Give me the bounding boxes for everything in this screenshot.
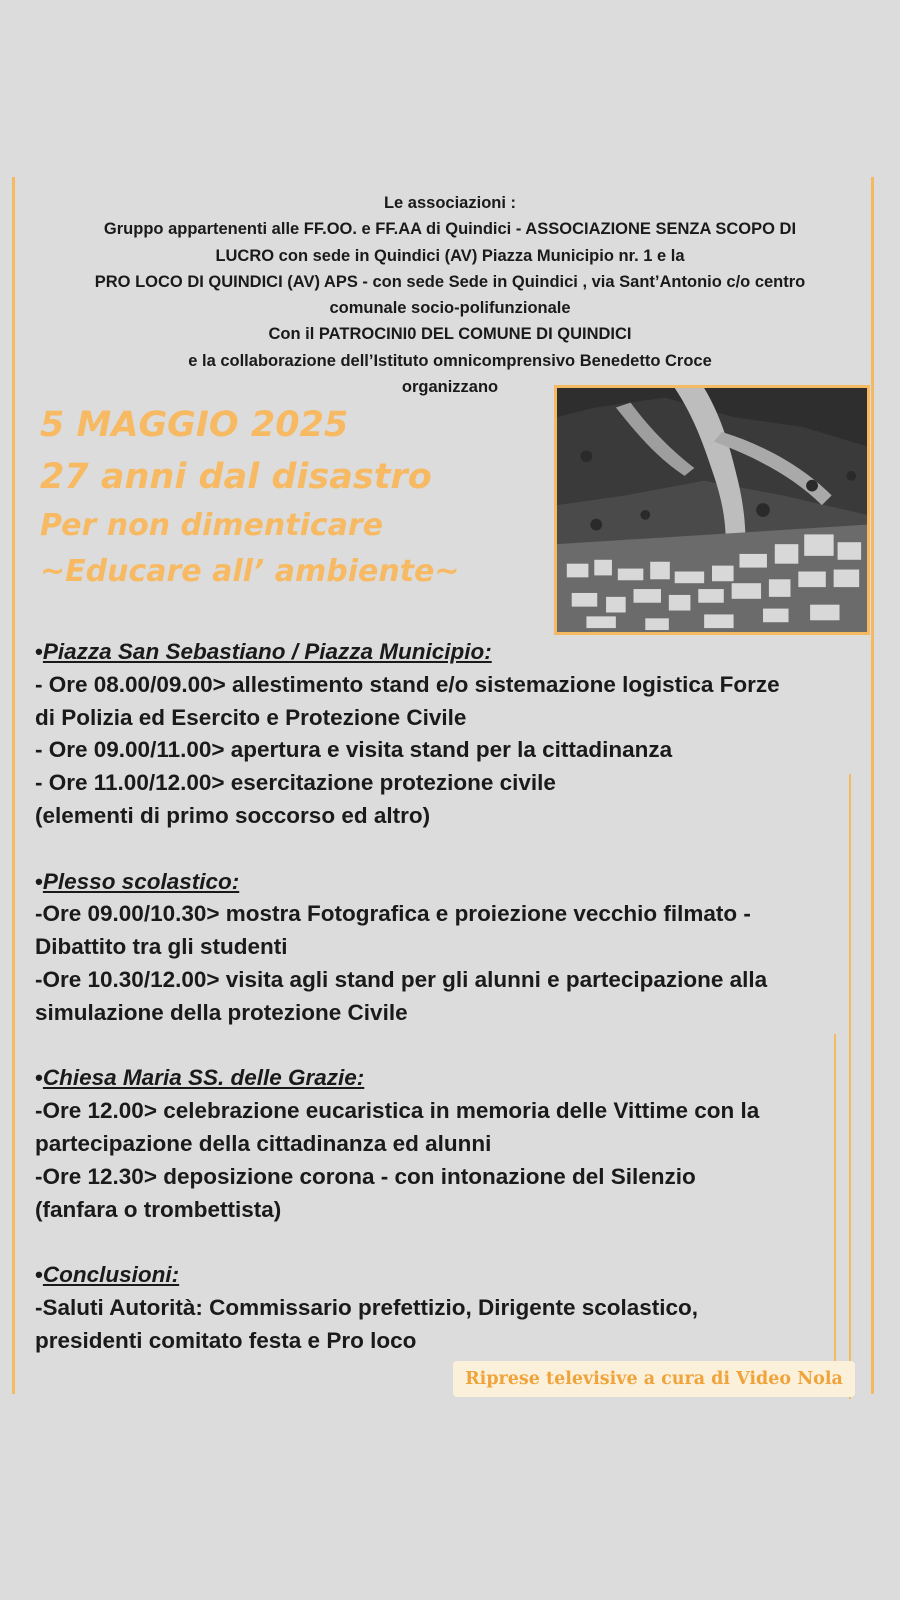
event-program [35, 636, 865, 1358]
program-item: di Polizia ed Esercito e Protezione Civile [35, 704, 467, 730]
program-item: partecipazione della cittadinanza ed alunni [35, 1130, 492, 1156]
program-item: Dibattito tra gli studenti [35, 934, 288, 960]
program-item: -Ore 12.00> celebrazione eucaristica in memoria delle Vittime con la [35, 1098, 760, 1124]
header-line: e la collaborazione dell’Istituto omnicomprensivo Benedetto Croce [188, 351, 712, 370]
program-item: simulazione della protezione Civile [35, 999, 408, 1025]
section-title [35, 636, 865, 669]
organizers-header [20, 190, 880, 400]
section-title [35, 1259, 865, 1292]
section-title-text: Conclusioni: [42, 1262, 180, 1288]
aerial-disaster-photo [554, 385, 870, 635]
program-item: presidenti comitato festa e Pro loco [35, 1327, 417, 1353]
header-line: LUCRO con sede in Quindici (AV) Piazza Municipio nr. 1 e la [215, 246, 685, 265]
header-line: comunale socio-polifunzionale [329, 299, 571, 318]
program-item: -Ore 12.30> deposizione corona - con intonazione del Silenzio [35, 1163, 696, 1189]
event-motto: Per non dimenticare [40, 508, 384, 543]
header-line: Con il PATROCINI0 DEL COMUNE DI QUINDICI [268, 325, 632, 344]
program-item: - Ore 09.00/11.00> apertura e visita stand per la cittadinanza [35, 737, 673, 763]
event-anniversary: 27 anni dal disastro [40, 457, 432, 497]
section-title-text: Plesso scolastico: [42, 868, 240, 894]
section-title-text: Piazza San Sebastiano / Piazza Municipio: [42, 639, 492, 664]
left-frame-line [12, 177, 15, 1394]
program-section [35, 866, 865, 1030]
program-item: -Ore 09.00/10.30> mostra Fotografica e proiezione vecchio filmato - [35, 901, 751, 927]
header-line: Le associazioni : [383, 194, 517, 212]
header-line: organizzano [401, 378, 499, 397]
program-item: -Ore 10.30/12.00> visita agli stand per gli alunni e partecipazione alla [35, 966, 768, 992]
section-title-text: Chiesa Maria SS. delle Grazie: [42, 1065, 365, 1091]
event-theme: ~Educare all’ ambiente~ [40, 554, 460, 589]
program-item: - Ore 11.00/12.00> esercitazione protezione civile [35, 770, 556, 796]
bullet: • [35, 1065, 43, 1091]
program-section [35, 1062, 865, 1226]
program-item: - Ore 08.00/09.00> allestimento stand e/o sistemazione logistica Forze [35, 671, 780, 697]
program-item: -Saluti Autorità: Commissario prefettizio, Dirigente scolastico, [35, 1294, 699, 1320]
section-title [35, 1062, 865, 1095]
bullet: • [35, 868, 43, 894]
program-section [35, 636, 865, 833]
section-title [35, 866, 865, 899]
event-titles [40, 405, 460, 591]
header-line: Gruppo appartenenti alle FF.OO. e FF.AA di Quindici - ASSOCIAZIONE SENZA SCOPO DI [103, 220, 797, 239]
bullet: • [35, 1262, 43, 1288]
bullet: • [35, 639, 43, 664]
program-section [35, 1259, 865, 1357]
header-line: PRO LOCO DI QUINDICI (AV) APS - con sede Sede in Quindici , via Sant’Antonio c/o centro [94, 272, 806, 291]
tv-coverage-badge: Riprese televisive a cura di Video Nola [453, 1361, 855, 1397]
program-item: (fanfara o trombettista) [35, 1196, 282, 1222]
event-date: 5 MAGGIO 2025 [40, 405, 349, 445]
program-item: (elementi di primo soccorso ed altro) [35, 802, 431, 828]
